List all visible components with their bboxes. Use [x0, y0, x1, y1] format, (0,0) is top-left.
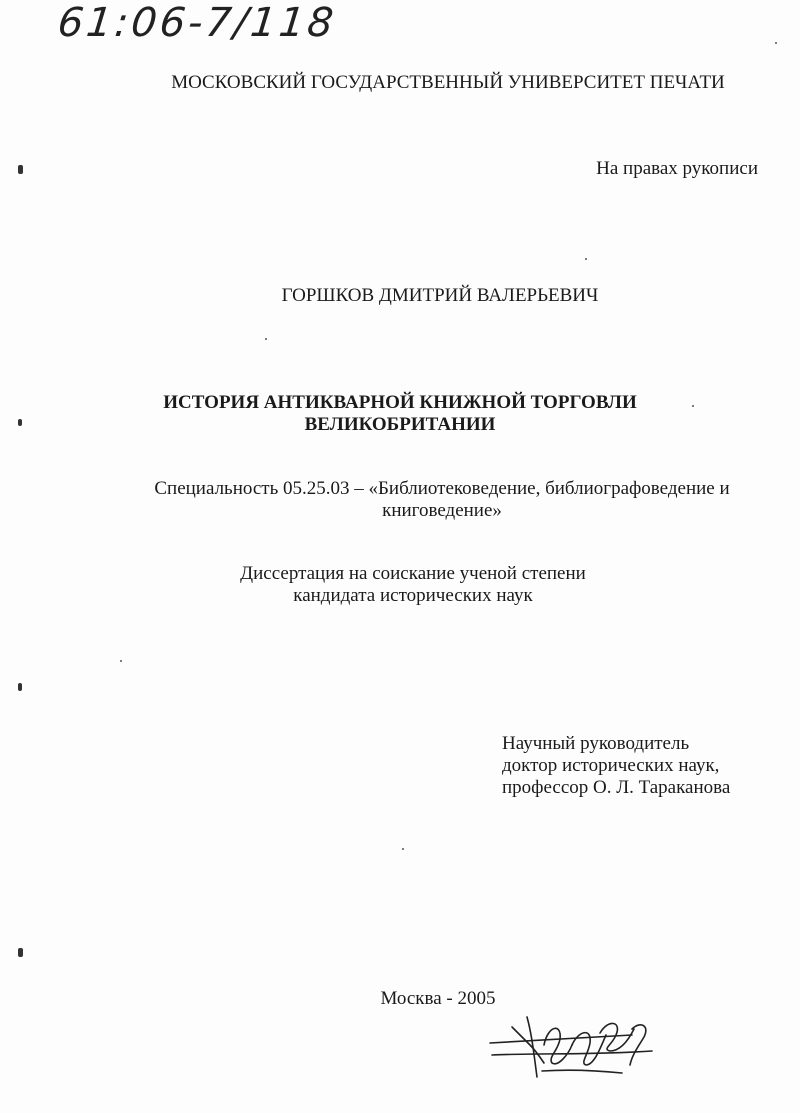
signature-image: [482, 1005, 682, 1085]
specialty-line-2: книговедение»: [382, 500, 502, 521]
title-line-1: ИСТОРИЯ АНТИКВАРНОЙ КНИЖНОЙ ТОРГОВЛИ: [163, 392, 637, 413]
scan-speck-3: [585, 258, 587, 260]
scan-mark-4: [18, 948, 23, 957]
city-year: Москва - 2005: [380, 988, 496, 1009]
scan-mark-3: [18, 683, 22, 691]
specialty-line-1: Специальность 05.25.03 – «Библиотековедение, библиографоведение и: [154, 478, 730, 499]
specialty-block: [42, 478, 800, 522]
scan-speck-4: [402, 848, 404, 850]
supervisor-line-1: Научный руководитель: [502, 733, 690, 754]
scan-speck-5: [775, 42, 777, 44]
dissertation-line-1: Диссертация на соискание ученой степени: [240, 563, 586, 584]
supervisor-line-2: доктор исторических наук,: [502, 755, 720, 776]
dissertation-title: [0, 392, 800, 436]
scan-speck-2: [692, 405, 694, 407]
handwritten-catalog-code: 61:06-7/118: [55, 0, 339, 46]
scan-speck-6: [120, 660, 122, 662]
scan-speck-1: [265, 338, 267, 340]
university-name: МОСКОВСКИЙ ГОСУДАРСТВЕННЫЙ УНИВЕРСИТЕТ ПЕЧАТИ: [171, 72, 725, 93]
supervisor-block: [502, 733, 730, 799]
title-line-2: ВЕЛИКОБРИТАНИИ: [304, 414, 496, 435]
author-name: ГОРШКОВ ДМИТРИЙ ВАЛЕРЬЕВИЧ: [281, 285, 599, 306]
supervisor-line-3: профессор О. Л. Тараканова: [502, 777, 731, 798]
dissertation-degree-block: [13, 563, 800, 607]
scan-mark-1: [18, 165, 23, 174]
scan-mark-2: [18, 419, 22, 426]
manuscript-rights-note: На правах рукописи: [596, 158, 758, 179]
dissertation-line-2: кандидата исторических наук: [293, 585, 533, 606]
